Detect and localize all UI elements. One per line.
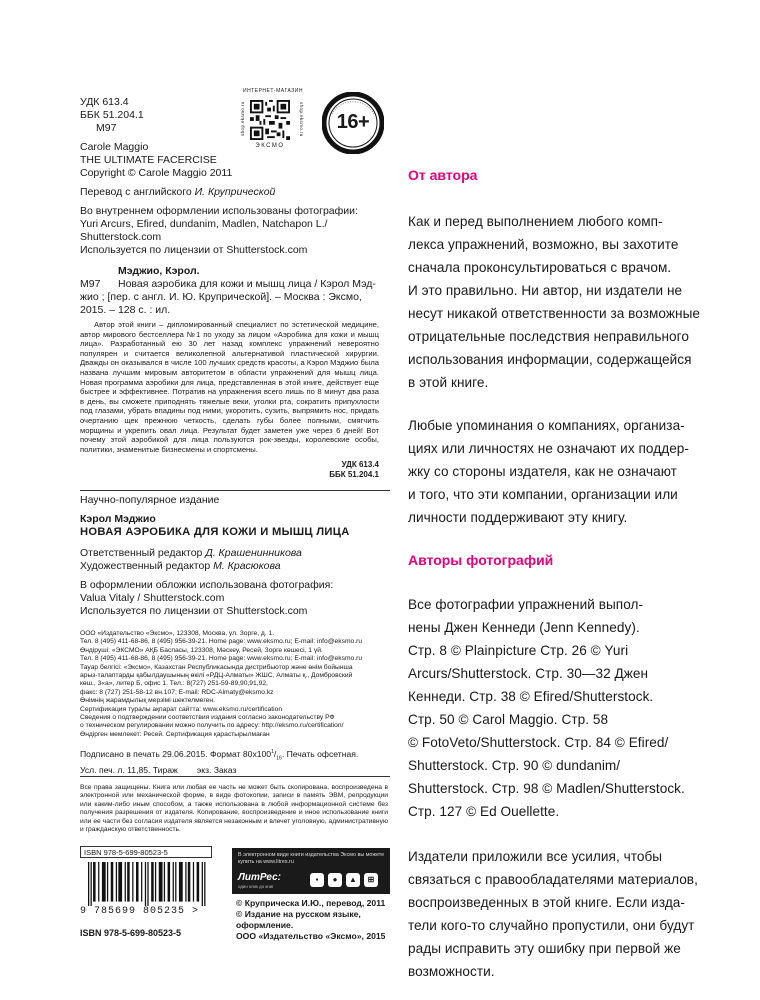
- photo-note-line: Yuri Arcurs, Efired, dundanim, Madlen, Natchapon L./ Shutterstock.com: [80, 218, 328, 243]
- divider: [80, 490, 390, 491]
- publisher-line: о техническом регулировании можно получить по адресу: http://eksmo.ru/certification/: [80, 722, 344, 730]
- age-rating-badge: [322, 92, 384, 154]
- divider: [80, 776, 390, 777]
- edition-title: НОВАЯ АЭРОБИКА ДЛЯ КОЖИ И МЫШЦ ЛИЦА: [80, 526, 350, 538]
- signed-suffix: . Печать офсетная.: [281, 749, 359, 760]
- para-line: циях или личностях не означают их поддер-: [408, 441, 689, 456]
- isbn-box: ISBN 978-5-699-80523-5: [80, 846, 212, 858]
- catalog-entry-line: жио ; [пер. с англ. И. Ю. Крупрической]. – Москва : Эксмо,: [80, 291, 362, 303]
- catalog-annotation: Автор этой книги – дипломированный специалист по эстетической медицине, автор мирового бестселлера №1 по уходу за лицом «Аэробика для кожи и мышц лица». Разработанный ею 30 лет назад комплекс упражнений невероятно популярен и считается великолепной альтернативой пластической хирургии. Дважды он оказывался в числе 100 лучших средств красоты, а Кэрол Мэджио была названа лучшим мировым авторитетом в области упражнений для мышц лица. Новая программа аэробики для лица, представленная в этой книге, действует еще быстрее и эффективнее. Потратив на упражнения всего лишь по 8 минут два раза в день, вы сможете приподнять тяжелые веки, уголки рта, сократить припухлости под глазами, убрать впадины под ними, укоротить, сузить, выпрямить нос, придать очертанию щек прежнюю четкость, сделать губы более полными, смягчить морщины и укрепить овал лица. Результат будет заметен уже через 6 дней! Вот почему этой аэробикой для лица пользуются рок-звезды, королевские особы, политики, знаменитые бизнесмены и спортсмены.: [80, 320, 379, 454]
- litres-banner: [232, 848, 390, 894]
- ios-icon: ▪: [310, 873, 324, 887]
- android-icon: ▲: [346, 873, 360, 887]
- para-line: Shutterstock. Стр. 98 © Madlen/Shutterstock.: [408, 781, 685, 796]
- signed-prefix: Подписано в печать 29.06.2015. Формат 80x100: [80, 749, 272, 760]
- publisher-line: Өндіруші: «ЭКСМО» АҚБ Баспасы, 123308, Мәскеу, Ресей, Зорге көшесі, 1 үй.: [80, 646, 323, 654]
- photo-note-line: Во внутреннем оформлении использованы фотографии:: [80, 205, 358, 217]
- cover-note-line: Используется по лицензии от Shutterstock.com: [80, 605, 308, 617]
- para-line: рады исправить эту ошибку при первой же: [408, 941, 681, 956]
- genre: Научно-популярное издание: [80, 494, 220, 506]
- rights-holders-paragraph: [408, 845, 708, 983]
- eksmo-label: ЭКСМО: [255, 143, 285, 149]
- para-line: Стр. 127 © Ed Ouellette.: [408, 804, 560, 819]
- catalog-code: М97: [80, 278, 101, 290]
- translation-prefix: Перевод с английского: [80, 186, 195, 198]
- apple-icon: ●: [328, 873, 342, 887]
- para-line: нены Джен Кеннеди (Jenn Kennedy).: [408, 620, 640, 635]
- translator: И. Крупрической: [194, 186, 276, 198]
- udk-code: УДК 613.4: [80, 96, 129, 108]
- para-line: Стр. 50 © Carol Maggio. Стр. 58: [408, 712, 609, 727]
- publisher-line: Сведения о подтверждении соответствия издания согласно законодательству РФ: [80, 714, 335, 722]
- publisher-info: [80, 630, 395, 739]
- cover-note-line: В оформлении обложки использована фотография:: [80, 579, 334, 591]
- translation-line: [80, 186, 395, 199]
- isbn: ISBN 978-5-699-80523-5: [80, 928, 182, 938]
- copyright-block: [236, 898, 396, 942]
- original-copyright: Copyright © Carole Maggio 2011: [80, 167, 233, 179]
- publisher-line: Өндірген мемлекет: Ресей. Сертификация қарастырылмаған: [80, 730, 270, 738]
- edition-block: [80, 494, 395, 776]
- original-author: Carole Maggio: [80, 141, 149, 153]
- para-line: Любые упоминания о компаниях, организа-: [408, 418, 685, 433]
- publisher-line: көш., 3«а», литер Б, офис 1. Тел.: 8(727) 251-59-89,90,91,92,: [80, 680, 268, 688]
- publisher-line: Тауар белгісі: «Эксмо», Казахстан Республикасында дистрибьютор және өнім бойынша: [80, 663, 353, 671]
- copyright-line: © Круприческа И.Ю., перевод, 2011: [236, 898, 386, 908]
- mentions-paragraph: [408, 414, 708, 529]
- format-numerator: 1: [271, 749, 274, 756]
- para-line: отрицательные последствия неправильного: [408, 329, 689, 344]
- para-line: Издатели приложили все усилия, чтобы: [408, 849, 663, 864]
- catalog-bbk: ББК 51.204.1: [329, 470, 379, 480]
- barcode-digits: 9 785699 805235 >: [80, 906, 200, 917]
- photo-credits-heading: Авторы фотографий: [408, 552, 554, 568]
- publisher-line: ООО «Издательство «Эксмо», 123308, Москва, ул. Зорге, д. 1.: [80, 630, 275, 637]
- signed-line: Подписано в печать 29.06.2015. Формат $80x100^1/_{16}$. Печать офсетная.: [80, 749, 359, 762]
- art-editor-name: М. Красюкова: [213, 560, 281, 572]
- para-line: использования информации, содержащейся: [408, 352, 692, 367]
- photo-note-line: Используется по лицензии от Shutterstock.com: [80, 244, 308, 256]
- para-line: © FotoVeto/Shutterstock. Стр. 84 © Efired/: [408, 735, 669, 750]
- format-denominator: 16: [276, 755, 282, 762]
- barcode-block: [80, 846, 230, 942]
- para-line: личности поддерживают эту книгу.: [408, 510, 628, 525]
- disclaimer-paragraph: [408, 210, 708, 394]
- catalog-udk: УДК 613.4: [341, 460, 379, 470]
- platform-icons: [310, 873, 378, 887]
- para-line: воспроизведенных в этой книге. Если изда-: [408, 895, 685, 910]
- catalog-entry-line: Новая аэробика для кожи и мышц лица / Кэрол Мэд-: [118, 278, 376, 290]
- litres-text: В электронном виде книги издательства Эксмо вы можете купить на www.litres.ru: [238, 852, 385, 865]
- catalog-entry-line: 2015. – 128 с. : ил.: [80, 304, 171, 316]
- publisher-line: Тел. 8 (495) 411-68-86, 8 (495) 956-39-21. Home page: www.eksmo.ru; E-mail: info@eksmo.ru: [80, 638, 363, 646]
- para-line: Стр. 8 © Plainpicture Стр. 26 © Yuri: [408, 643, 629, 658]
- original-title: THE ULTIMATE FACERCISE: [80, 154, 217, 166]
- copyright-line: © Издание на русском языке, оформление.: [236, 909, 361, 930]
- copyright-line: ООО «Издательство «Эксмо», 2015: [236, 931, 386, 941]
- shop-label: ИНТЕРНЕТ-МАГАЗИН: [243, 88, 303, 94]
- bbk-code: ББК 51.204.1: [80, 109, 144, 121]
- para-line: возможности.: [408, 964, 495, 979]
- editor-name: Д. Крашенинникова: [205, 547, 302, 559]
- para-line: жку со стороны издателя, как не означают: [408, 464, 677, 479]
- para-line: И это правильно. Ни автор, ни издатели не: [408, 283, 683, 298]
- para-line: Кеннеди. Стр. 38 © Efired/Shutterstock.: [408, 689, 654, 704]
- interior-photo-note: [80, 205, 395, 257]
- rights-notice: Все права защищены. Книга или любая ее часть не может быть скопирована, воспроизведена в электронной или механической форме, в виде фотокопии, записи в память ЭВМ, репродукции или каким-либо иным способом, а также использована в любой информационной системе без получения разрешения от издателя. Копирование, воспроизведение и иное использование книги или ее части без согласия издателя является незаконным и влечет уголовную, административную и гражданскую ответственность.: [80, 784, 388, 834]
- editor-prefix: Ответственный редактор: [80, 547, 206, 559]
- edition-author: Кэрол Мэджио: [80, 513, 156, 525]
- art-editor-prefix: Художественный редактор: [80, 560, 214, 572]
- litres-logo: ЛитРес:: [238, 872, 281, 883]
- shop-qr-badge: [238, 88, 308, 156]
- publisher-line: Тел. 8 (495) 411-68-86, 8 (495) 956-39-21. Home page: www.eksmo.ru; E-mail: info@eksmo.ru: [80, 655, 363, 663]
- catalog-heading: Мэджио, Кэрол.: [118, 265, 200, 277]
- para-line: Arcurs/Shutterstock. Стр. 30—32 Джен: [408, 666, 649, 681]
- windows-icon: ⊞: [364, 873, 378, 887]
- publisher-line: Сертификация туралы ақпарат сайтта: www.eksmo.ru/certification: [80, 705, 283, 713]
- catalog-entry: [80, 278, 395, 317]
- para-line: сначала проконсультироваться с врачом.: [408, 260, 672, 275]
- para-line: Все фотографии упражнений выпол-: [408, 597, 644, 612]
- age-rating: 16+: [336, 111, 370, 133]
- para-line: связаться с правообладателями материалов,: [408, 872, 698, 887]
- photo-credits-paragraph: [408, 593, 708, 823]
- sheets-line: Усл. печ. л. 11,85. Тираж экз. Заказ: [80, 764, 237, 775]
- shop-url-right: shop.eksmo.ru: [299, 102, 304, 137]
- shop-url-left: shop.eksmo.ru: [240, 101, 245, 136]
- publisher-line: факс: 8 (727) 251-58-12 вн.107; E-mail: RDC-Almaty@eksmo.kz: [80, 688, 274, 696]
- print-info: [80, 747, 395, 776]
- cover-photo-note: [80, 579, 395, 618]
- para-line: и того, что эти компании, организации или: [408, 487, 678, 502]
- para-line: Как и перед выполнением любого комп-: [408, 214, 663, 229]
- qr-code-icon: [250, 100, 290, 140]
- para-line: Shutterstock. Стр. 90 © dundanim/: [408, 758, 621, 773]
- publisher-line: Өнімнің жарамдылық мерзімі шектелмеген.: [80, 697, 215, 705]
- barcode-icon: [88, 862, 208, 906]
- editor-line: [80, 547, 395, 560]
- para-line: тели кого-то случайно пропустили, они будут: [408, 918, 695, 933]
- author-mark: М97: [96, 122, 117, 134]
- from-author-heading: От автора: [408, 167, 478, 183]
- para-line: лекса упражнений, возможно, вы захотите: [408, 237, 679, 252]
- publisher-line: арыз-талаптарды қабылдаушының өкілі «РДЦ-Алматы» ЖШС, Алматы қ., Домбровский: [80, 672, 353, 680]
- litres-tagline: один клик до книг: [238, 884, 274, 889]
- art-editor-line: [80, 560, 395, 573]
- catalog-card: [80, 265, 395, 480]
- cover-note-line: Valua Vitaly / Shutterstock.com: [80, 592, 225, 604]
- para-line: в этой книге.: [408, 375, 489, 390]
- para-line: несут никакой ответственности за возможные: [408, 306, 701, 321]
- notes-column: [408, 166, 708, 983]
- catalog-codes: [80, 460, 395, 480]
